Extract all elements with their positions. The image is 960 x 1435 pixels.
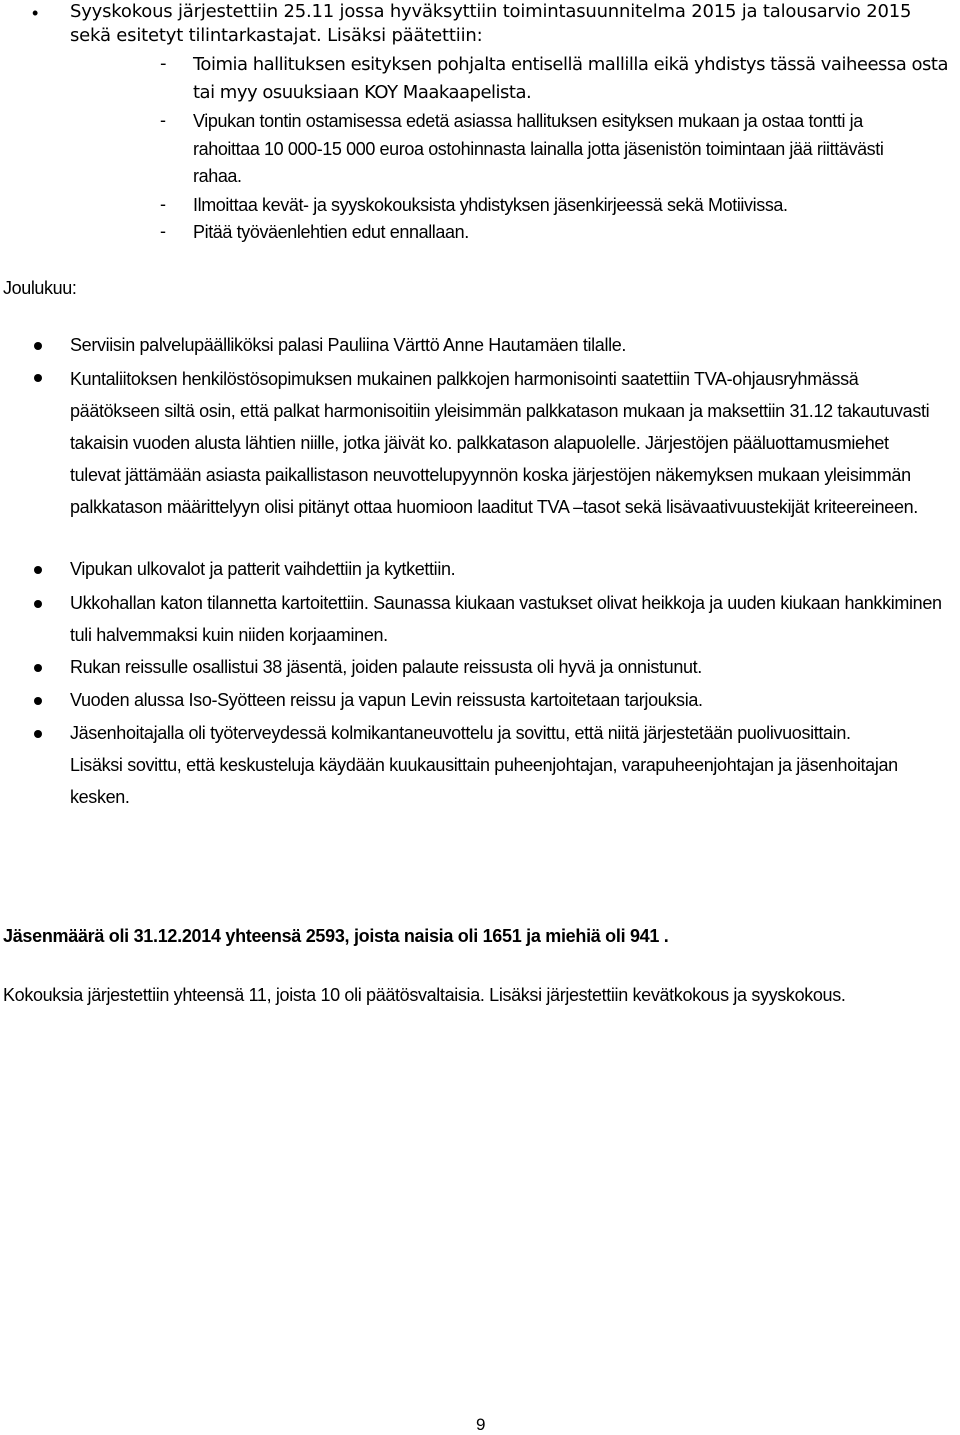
decision-text: Vipukan tontin ostamisessa edetä asiassa hallituksen esityksen mukaan ja ostaa tontti ja rahoittaa 10 000-15 000 euroa ostohinnasta lainalla jotta jäsenistön toimintaan jää riittävästi rahaa.: [193, 111, 884, 186]
list-item-text: Vipukan ulkovalot ja patterit vaihdettiin ja kytkettiin.: [70, 559, 456, 579]
bullet-icon: [32, 598, 44, 610]
dash-marker: -: [160, 53, 166, 74]
dash-marker: -: [160, 194, 166, 214]
list-item-text: Jäsenhoitajalla oli työterveydessä kolmikantaneuvottelu ja sovittu, että niitä järjestetään puolivuosittain. Lisäksi sovittu, että keskusteluja käydään kuukausittain puheenjohtajan, varapuheenjohtajan ja jäsenhoitajan kesken.: [70, 723, 898, 807]
bullet-icon: [32, 564, 44, 576]
membership-summary: Jäsenmäärä oli 31.12.2014 yhteensä 2593, joista naisia oli 1651 ja miehiä oli 941 .: [3, 926, 669, 946]
list-item-text: Rukan reissulle osallistui 38 jäsentä, joiden palaute reissusta oli hyvä ja onnistunut.: [70, 657, 702, 677]
list-item-text: Vuoden alussa Iso-Syötteen reissu ja vapun Levin reissusta kartoitetaan tarjouksia.: [70, 690, 703, 710]
dash-marker: -: [160, 110, 166, 130]
bullet-icon: [32, 662, 44, 674]
bullet-icon: [32, 340, 44, 352]
bullet-icon: [32, 372, 44, 384]
section-heading-december: Joulukuu:: [3, 278, 77, 298]
decision-text: Ilmoittaa kevät- ja syyskokouksista yhdistyksen jäsenkirjeessä sekä Motiivissa.: [193, 195, 788, 215]
list-item-text: Kuntaliitoksen henkilöstösopimuksen mukainen palkkojen harmonisointi saatettiin TVA-ohjausryhmässä päätökseen siltä osin, että palkat harmonisoitiin yleisimmän palkkatason mukaan ja maksettiin 31.12 takautuvasti takaisin vuoden alusta lähtien niille, jotka jäivät ko. palkkatason alapuolelle. Järjestöjen pääluottamusmiehet tulevat jättämään asiasta paikallistason neuvottelupyynnön koska järjestöjen näkemyksen mukaan yleisimmän palkkatason määrittelyyn olisi pitänyt ottaa huomioon laaditut TVA –tasot sekä lisävaativuustekijät kriteereineen.: [70, 369, 930, 517]
list-item-text: Ukkohallan katon tilannetta kartoitettiin. Saunassa kiukaan vastukset olivat heikkoja ja uuden kiukaan hankkiminen tuli halvemmaksi kuin niiden korjaaminen.: [70, 593, 942, 645]
decision-text: Toimia hallituksen esityksen pohjalta entisellä mallilla eikä yhdistys tässä vaiheessa osta tai myy osuuksiaan KOY Maakaapelista.: [193, 54, 949, 103]
list-item-text: Serviisin palvelupäälliköksi palasi Pauliina Värttö Anne Hautamäen tilalle.: [70, 335, 627, 355]
page-number: 9: [476, 1415, 486, 1434]
autumn-meeting-paragraph: Syyskokous järjestettiin 25.11 jossa hyväksyttiin toimintasuunnitelma 2015 ja talousarvio 2015 sekä esitetyt tilintarkastajat. Lisäksi päätettiin:: [70, 1, 912, 46]
bullet-icon: [32, 695, 44, 707]
meetings-paragraph: Kokouksia järjestettiin yhteensä 11, joista 10 oli päätösvaltaisia. Lisäksi järjestettiin kevätkokous ja syyskokous.: [3, 985, 846, 1005]
bullet-marker: •: [32, 3, 39, 23]
bullet-icon: [32, 728, 44, 740]
decision-text: Pitää työväenlehtien edut ennallaan.: [193, 222, 469, 242]
dash-marker: -: [160, 221, 166, 241]
